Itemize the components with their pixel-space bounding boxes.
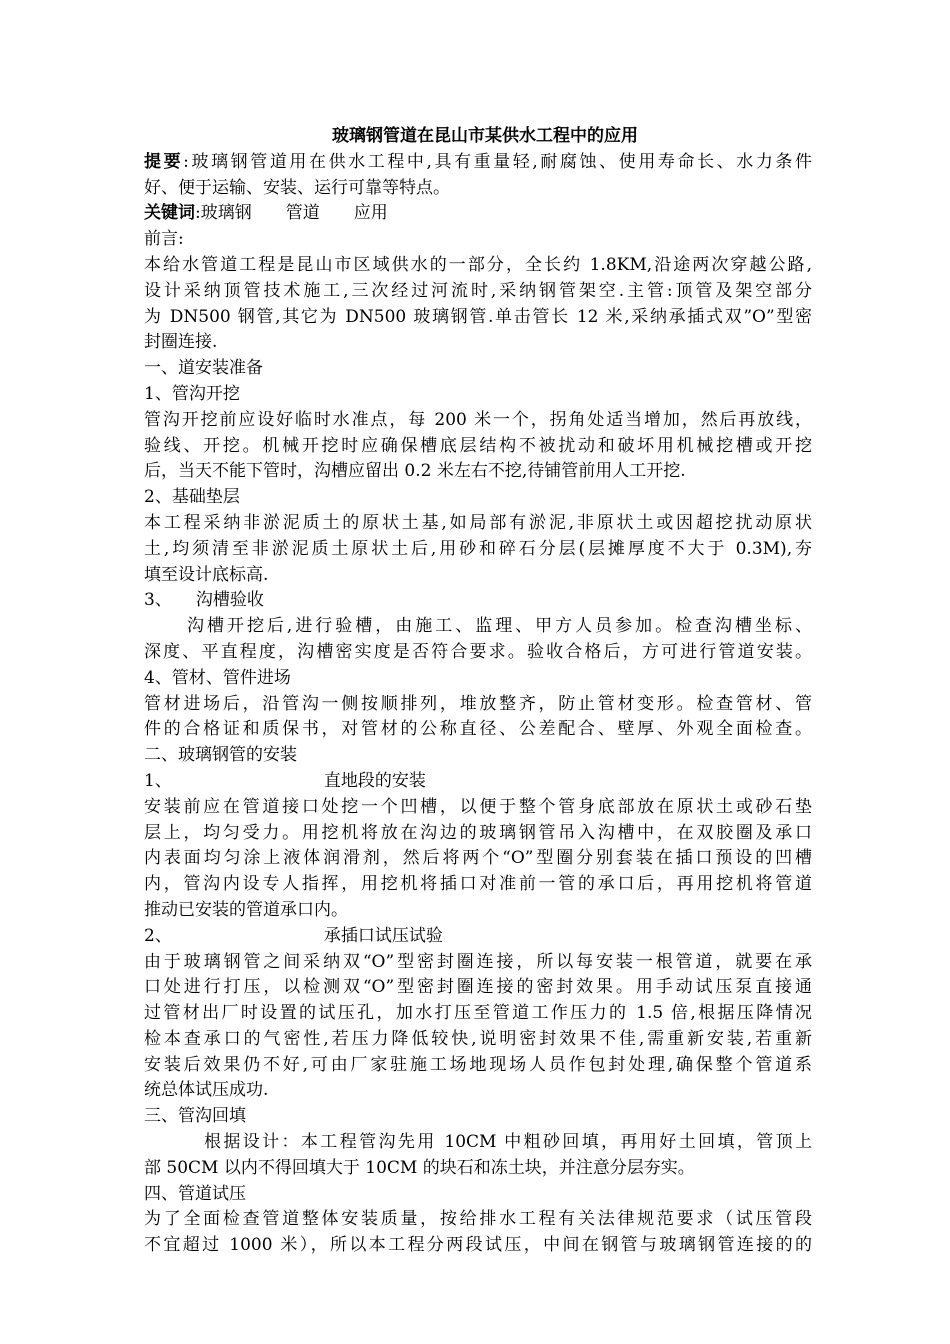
subsection-title: 直地段的安装 (323, 770, 426, 791)
subsection-number: 2、 (144, 925, 172, 946)
subsection-number: 3、 (144, 590, 172, 611)
preface-line: 设计采纳顶管技术施工,三次经过河流时,采纳钢管架空.主管:顶管及架空部分 (144, 280, 812, 301)
subsection-heading: 2、基础垫层 (144, 487, 240, 508)
keyword-item: 应用 (353, 203, 388, 224)
section-heading: 二、玻璃钢管的安装 (144, 745, 297, 766)
paragraph-line: 安装前应在管道接口处挖一个凹槽，以便于整个管身底部放在原状土或砂石垫 (144, 796, 812, 817)
keywords-line (144, 201, 812, 227)
paragraph-line: 安装后效果仍不好,可由厂家驻施工场地现场人员作包封处理,确保整个管道系 (144, 1054, 812, 1075)
subsection-number: 1、 (144, 770, 172, 791)
abstract-line-2: 好、便于运输、安装、运行可靠等特点。 (144, 177, 450, 198)
paragraph-line: 统总体试压成功. (144, 1080, 269, 1101)
paragraph-line: 检本查承口的气密性,若压力降低较快,说明密封效果不佳,需重新安装,若重新 (144, 1028, 812, 1049)
subsection-heading: 4、管材、管件进场 (144, 667, 291, 688)
paragraph-line: 内表面均匀涂上液体润滑剂，然后将两个“O”型圈分别套装在插口预设的凹槽 (144, 848, 812, 869)
keywords-separator: : (195, 203, 201, 224)
paragraph-line: 部 50CM 以内不得回填大于 10CM 的块石和冻土块，并注意分层夯实。 (144, 1157, 695, 1178)
keywords-label: 关键词 (144, 203, 195, 224)
paragraph-line: 件的合格证和质保书，对管材的公称直径、公差配合、壁厚、外观全面检查。 (144, 719, 812, 740)
abstract-text-1: :玻璃钢管道用在供水工程中,具有重量轻,耐腐蚀、使用寿命长、水力条件 (183, 151, 812, 172)
paragraph-line: 为了全面检查管道整体安装质量，按给排水工程有关法律规范要求（试压管段 (144, 1209, 812, 1230)
paragraph-line: 本工程采纳非淤泥质土的原状土基,如局部有淤泥,非原状土或因超挖扰动原状 (144, 512, 812, 533)
abstract-label: 提要 (144, 151, 184, 172)
paragraph-line: 深度、平直程度，沟槽密实度是否符合要求。验收合格后，方可进行管道安装。 (144, 641, 812, 662)
preface-heading: 前言: (144, 229, 184, 250)
paragraph-line: 沟槽开挖后,进行验槽，由施工、监理、甲方人员参加。检查沟槽坐标、 (187, 616, 812, 637)
paragraph-line: 口处进行打压，以检测双“O”型密封圈连接的密封效果。用手动试压泵直接通 (144, 977, 812, 998)
subsection-heading: 1、管沟开挖 (144, 383, 240, 404)
preface-line: 本给水管道工程是昆山市区域供水的一部分，全长约 1.8KM,沿途两次穿越公路, (144, 254, 812, 275)
paragraph-line: 验线、开挖。机械开挖时应确保槽底层结构不被扰动和破坏用机械挖槽或开挖 (144, 435, 812, 456)
paragraph-line: 不宜超过 1000 米），所以本工程分两段试压，中间在钢管与玻璃钢管连接的的 (144, 1235, 812, 1256)
document-title: 玻璃钢管道在昆山市某供水工程中的应用 (332, 126, 638, 146)
paragraph-line: 过管材出厂时设置的试压孔，加水打压至管道工作压力的 1.5 倍,根据压降情况 (144, 1003, 812, 1024)
document-page (144, 124, 812, 1259)
abstract-line-1 (144, 150, 812, 176)
section-heading: 三、管沟回填 (144, 1106, 246, 1127)
paragraph-line: 管沟开挖前应设好临时水准点，每 200 米一个，拐角处适当增加，然后再放线， (144, 409, 812, 430)
keyword-item: 管道 (285, 203, 320, 224)
keyword-item: 玻璃钢 (200, 203, 252, 224)
paragraph-line: 土,均须清至非淤泥质土原状土后,用砂和碎石分层(层摊厚度不大于 0.3M),夯 (144, 538, 812, 559)
preface-line: 为 DN500 钢管,其它为 DN500 玻璃钢管.单击管长 12 米,采纳承插式双”O”型密 (144, 306, 812, 327)
section-heading: 一、道安装准备 (144, 358, 263, 379)
subsection-heading (144, 924, 812, 950)
preface-line: 封圈连接. (144, 332, 218, 353)
subsection-heading (144, 588, 812, 614)
paragraph-line: 根据设计：本工程管沟先用 10CM 中粗砂回填，再用好土回填，管顶上 (204, 1132, 812, 1153)
paragraph-line: 后，当天不能下管时，沟槽应留出 0.2 米左右不挖,待铺管前用人工开挖. (144, 461, 686, 482)
paragraph-line: 由于玻璃钢管之间采纳双“O”型密封圈连接，所以每安装一根管道，就要在承 (144, 951, 812, 972)
subsection-heading (144, 769, 812, 795)
subsection-title: 承插口试压试验 (323, 925, 443, 946)
paragraph-line: 层上，均匀受力。用挖机将放在沟边的玻璃钢管吊入沟槽中，在双胶圈及承口 (144, 822, 812, 843)
paragraph-line: 内，管沟内设专人指挥，用挖机将插口对准前一管的承口后，再用挖机将管道 (144, 874, 812, 895)
subsection-title: 沟槽验收 (195, 590, 264, 611)
section-heading: 四、管道试压 (144, 1183, 246, 1204)
paragraph-line: 填至设计底标高. (144, 564, 269, 585)
paragraph-line: 推动已安装的管道承口内。 (144, 899, 348, 920)
paragraph-line: 管材进场后，沿管沟一侧按顺排列，堆放整齐，防止管材变形。检查管材、管 (144, 693, 812, 714)
